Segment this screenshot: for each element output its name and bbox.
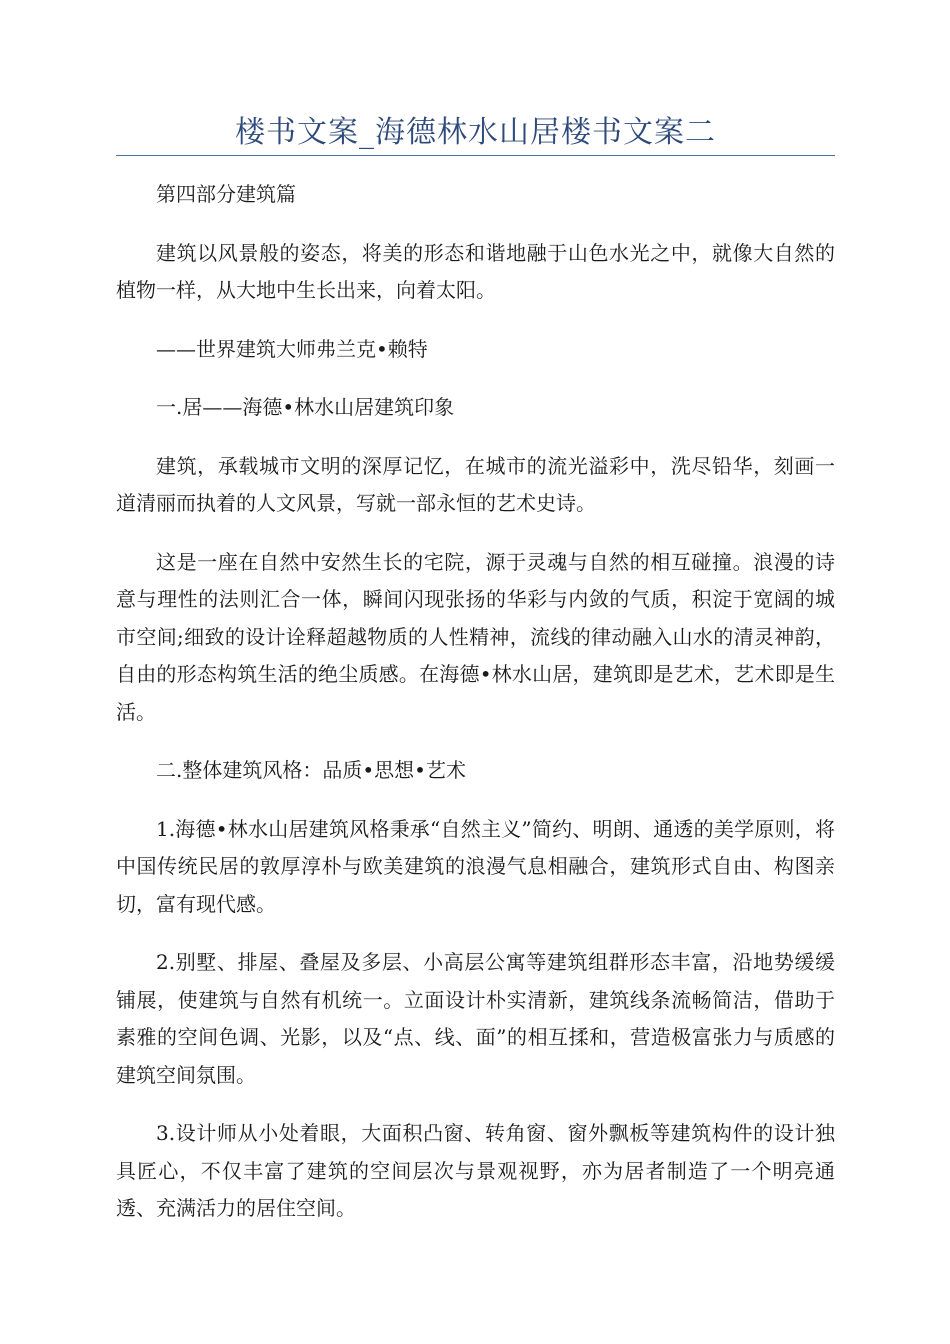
- quote-attribution: ——世界建筑大师弗兰克•赖特: [156, 336, 428, 361]
- document-title: 楼书文案_海德林水山居楼书文案二: [235, 115, 716, 150]
- section-heading-two: 二.整体建筑风格：品质•思想•艺术: [156, 758, 466, 782]
- document-body: [116, 176, 835, 1249]
- list-item-3: 3.设计师从小处着眼，大面积凸窗、转角窗、窗外飘板等建筑构件的设计独具匠心，不仅丰富了建筑的空间层次与景观视野，亦为居者制造了一个明亮通透、充满活力的居住空间。: [116, 1121, 835, 1220]
- quote-paragraph: 建筑以风景般的姿态，将美的形态和谐地融于山色水光之中，就像大自然的植物一样，从大地中生长出来，向着太阳。: [116, 240, 835, 302]
- title-underline: [116, 155, 835, 156]
- section-heading-part-four: 第四部分建筑篇: [156, 182, 296, 206]
- list-item-2: 2.别墅、排屋、叠屋及多层、小高层公寓等建筑组群形态丰富，沿地势缓缓铺展，使建筑与自然有机统一。立面设计朴实清新，建筑线条流畅简洁，借助于素雅的空间色调、光影，以及“点、线、面”的相互揉和，营造极富张力与质感的建筑空间氛围。: [116, 950, 835, 1087]
- section-heading-one: 一.居——海德•林水山居建筑印象: [156, 395, 455, 419]
- body-paragraph: 建筑，承载城市文明的深厚记忆，在城市的流光溢彩中，洗尽铅华，刻画一道清丽而执着的人文风景，写就一部永恒的艺术史诗。: [116, 453, 835, 515]
- body-paragraph: 这是一座在自然中安然生长的宅院，源于灵魂与自然的相互碰撞。浪漫的诗意与理性的法则汇合一体，瞬间闪现张扬的华彩与内敛的气质，积淀于宽阔的城市空间;细致的设计诠释超越物质的人性精神，流线的律动融入山水的清灵神韵，自由的形态构筑生活的绝尘质感。在海德•林水山居，建筑即是艺术，艺术即是生活。: [116, 549, 835, 724]
- list-item-1: 1.海德•林水山居建筑风格秉承“自然主义”简约、明朗、通透的美学原则，将中国传统民居的敦厚淳朴与欧美建筑的浪漫气息相融合，建筑形式自由、构图亲切，富有现代感。: [116, 816, 835, 916]
